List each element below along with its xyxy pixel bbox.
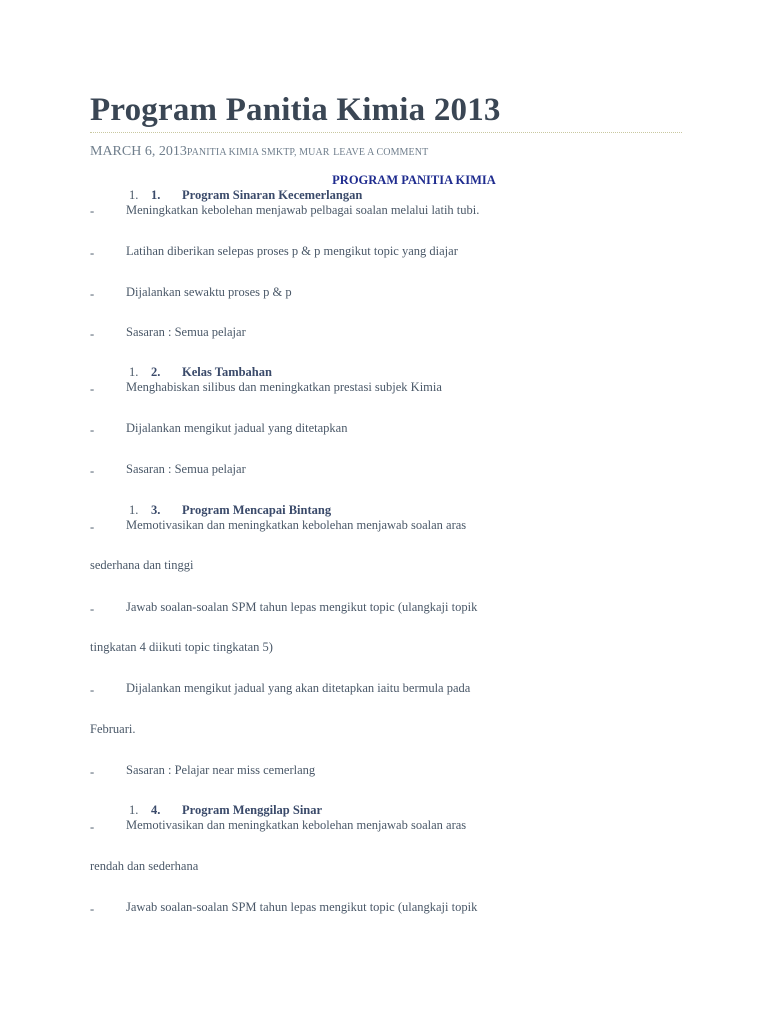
list-marker: 1. [129,803,139,817]
section-number: 4. [151,803,161,817]
bullet-text: Dijalankan mengikut jadual yang ditetapkan [126,421,348,435]
bullet-text: Menghabiskan silibus dan meningkatkan prestasi subjek Kimia [126,380,442,394]
bullet-dash: - [90,902,95,916]
section-heading [129,502,331,518]
bullet-text: Sasaran : Pelajar near miss cemerlang [126,763,316,777]
bullet-dash: - [90,423,95,437]
bullet-dash: - [90,327,95,341]
section-label: Program Sinaran Kecemerlangan [182,188,363,202]
bullet-text: Sasaran : Semua pelajar [126,462,246,476]
leave-comment-link[interactable]: LEAVE A COMMENT [333,147,429,158]
bullet-text: Memotivasikan dan meningkatkan kebolehan menjawab soalan aras [126,518,467,532]
bullet-dash: - [90,382,95,396]
document-heading: PROGRAM PANITIA KIMIA [332,173,496,187]
bullet-text: Sasaran : Semua pelajar [126,325,246,339]
bullet-text: Meningkatkan kebolehan menjawab pelbagai soalan melalui latih tubi. [126,203,480,217]
bullet-text: Dijalankan mengikut jadual yang akan ditetapkan iaitu bermula pada [126,681,471,695]
section-label: Kelas Tambahan [182,365,272,379]
continuation-text: rendah dan sederhana [90,859,199,873]
bullet-dash: - [90,246,95,260]
list-marker: 1. [129,503,139,517]
section-number: 3. [151,503,161,517]
continuation-text: tingkatan 4 diikuti topic tingkatan 5) [90,640,273,654]
continuation-text: sederhana dan tinggi [90,558,194,572]
bullet-dash: - [90,820,95,834]
bullet-text: Dijalankan sewaktu proses p & p [126,285,292,299]
section-number: 2. [151,365,161,379]
bullet-text: Jawab soalan-soalan SPM tahun lepas mengikut topic (ulangkaji topik [126,600,478,614]
post-title: Program Panitia Kimia 2013 [90,92,501,128]
bullet-dash: - [90,683,95,697]
bullet-dash: - [90,287,95,301]
bullet-dash: - [90,520,95,534]
bullet-text: Latihan diberikan selepas proses p & p mengikut topic yang diajar [126,244,458,258]
title-divider [90,132,682,133]
section-heading [129,802,322,818]
continuation-text: Februari. [90,722,136,736]
bullet-dash: - [90,602,95,616]
section-heading [129,187,362,203]
bullet-dash: - [90,765,95,779]
bullet-text: Jawab soalan-soalan SPM tahun lepas mengikut topic (ulangkaji topik [126,900,478,914]
post-meta [90,143,428,162]
list-marker: 1. [129,365,139,379]
section-label: Program Menggilap Sinar [182,803,323,817]
bullet-text: Memotivasikan dan meningkatkan kebolehan menjawab soalan aras [126,818,467,832]
section-label: Program Mencapai Bintang [182,503,332,517]
list-marker: 1. [129,188,139,202]
category-link[interactable]: PANITIA KIMIA SMKTP, MUAR [186,147,330,158]
bullet-dash: - [90,204,95,218]
bullet-dash: - [90,464,95,478]
post-date-link[interactable]: MARCH 6, 2013 [90,144,187,159]
section-heading [129,364,272,380]
section-number: 1. [151,188,161,202]
